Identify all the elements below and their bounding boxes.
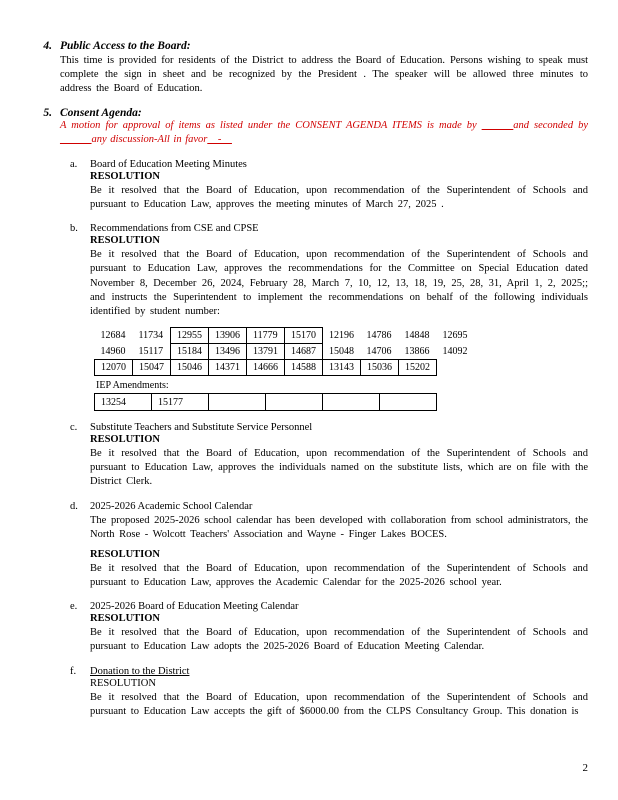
consent-item-f <box>70 666 588 719</box>
section-body <box>60 40 588 97</box>
cell: 15177 <box>152 394 209 411</box>
cell: 14960 <box>100 345 126 357</box>
item-letter: c. <box>70 422 78 434</box>
section-number: 5. <box>43 106 52 119</box>
item-body <box>90 666 588 719</box>
section-title: Consent Agenda: <box>60 106 142 119</box>
item-title: Donation to the District <box>90 665 190 677</box>
cell: 13866 <box>404 345 430 357</box>
item-letter: b. <box>70 223 78 235</box>
cell: 13791 <box>247 344 285 360</box>
cell <box>380 394 437 411</box>
spacer <box>90 542 588 548</box>
student-number-table <box>94 327 475 376</box>
item-body <box>90 159 588 212</box>
item-title: Board of Education Meeting Minutes <box>90 158 247 170</box>
resolution-text: Be it resolved that the Board of Education, upon recommendation of the Superintendent of Schools and pursuant to Education Law, approves the recommendations for the Committee on Special Education dated November 8, December 26, 2024, February 28, March 7, 10, 12, 13, 18, 19, 25, 28, 31, April 1, 2, 2025;; and instructs the Superintendent to implement the recommendations on behalf of the following individuals identified by student number: <box>90 249 588 317</box>
table-row <box>95 328 475 344</box>
cell: 12955 <box>171 328 209 344</box>
cell: 13496 <box>209 344 247 360</box>
section-public-access <box>34 40 588 97</box>
cell: 12070 <box>95 360 133 376</box>
resolution-text: Be it resolved that the Board of Education, upon recommendation of the Superintendent of Schools and pursuant to Education Law, approves the individuals named on the substitute lists, which are on file with the District Clerk. <box>90 448 588 488</box>
item-letter: a. <box>70 158 78 170</box>
cell: 14687 <box>285 344 323 360</box>
item-body <box>90 501 588 591</box>
item-title: Substitute Teachers and Substitute Service Personnel <box>90 422 313 434</box>
cell: 15117 <box>138 345 164 357</box>
section-title: Public Access to the Board: <box>60 40 191 52</box>
cell: 14588 <box>285 360 323 376</box>
item-body <box>90 223 588 411</box>
item-title: 2025-2026 Board of Education Meeting Calendar <box>90 601 299 613</box>
consent-item-d <box>70 501 588 591</box>
motion-text-1: A motion for approval of items as listed under the CONSENT AGENDA ITEMS is made by <box>60 119 482 131</box>
cell: 12196 <box>329 330 354 342</box>
item-body <box>90 601 588 654</box>
resolution-label: RESOLUTION <box>90 548 161 560</box>
item-letter: e. <box>70 601 78 613</box>
item-letter: f. <box>70 665 77 677</box>
consent-item-c <box>70 422 588 490</box>
item-body <box>90 422 588 490</box>
cell: 15036 <box>361 360 399 376</box>
motion-text-3: any discussion-All in favor <box>91 134 208 146</box>
consent-item-e <box>70 601 588 654</box>
section-paragraph: This time is provided for residents of the District to address the Board of Education. Persons wishing to speak must complete the sign in sheet and be recognized by the President . The speaker will be allowed three minutes to address the Board of Education. <box>60 55 588 95</box>
cell: 15184 <box>171 344 209 360</box>
motion-blank-3: __-__ <box>207 134 232 146</box>
cell: 14666 <box>247 360 285 376</box>
resolution-text: Be it resolved that the Board of Education, upon recommendation of the Superintendent of Schools and pursuant to Education Law accepts the gift of $6000.00 from the CLPS Consultancy Group. This donation is <box>90 691 588 717</box>
item-title: 2025-2026 Academic School Calendar <box>90 500 253 512</box>
cell: 12684 <box>100 330 126 342</box>
motion-blank-2: ______ <box>60 134 92 146</box>
motion-statement <box>60 119 588 148</box>
resolution-text: Be it resolved that the Board of Education, upon recommendation of the Superintendent of Schools and pursuant to Education Law, approves the meeting minutes of March 27, 2025 . <box>90 184 588 211</box>
cell: 13254 <box>95 394 152 411</box>
cell: 13143 <box>323 360 361 376</box>
section-number: 4. <box>43 40 52 52</box>
cell: 15202 <box>399 360 437 376</box>
resolution-text: Be it resolved that the Board of Education, upon recommendation of the Superintendent of Schools and pursuant to Education Law, approves the Academic Calendar for the 2025-2026 school year. <box>90 562 588 589</box>
table-row <box>95 360 475 376</box>
cell: 14092 <box>442 346 468 358</box>
cell: 11779 <box>247 328 285 344</box>
cell: 15046 <box>171 360 209 376</box>
cell: 13906 <box>209 328 247 344</box>
cell: 14786 <box>366 330 392 342</box>
resolution-label: RESOLUTION <box>90 677 156 689</box>
resolution-text: Be it resolved that the Board of Education, upon recommendation of the Superintendent of Schools and pursuant to Education Law adopts the 2025-2026 Board of Education Meeting Calendar. <box>90 627 588 653</box>
section-consent-agenda <box>34 107 588 148</box>
section-body <box>60 107 588 148</box>
cell: 15170 <box>285 328 323 344</box>
cell <box>266 394 323 411</box>
cell: 14848 <box>404 330 430 342</box>
cell: 11734 <box>138 330 164 342</box>
consent-item-b <box>70 223 588 411</box>
cell: 15047 <box>133 360 171 376</box>
page-number: 2 <box>582 762 588 774</box>
item-letter: d. <box>70 500 78 512</box>
table-row <box>95 344 475 360</box>
item-intro: The proposed 2025-2026 school calendar has been developed with collaboration from school administrators, the North Rose - Wolcott Teachers' Association and Wayne - Finger Lakes BOCES. <box>90 514 588 540</box>
cell <box>209 394 266 411</box>
consent-item-a <box>70 159 588 212</box>
resolution-label: RESOLUTION <box>90 613 161 625</box>
cell: 14706 <box>366 345 392 357</box>
motion-blank-1: ______ <box>481 119 514 131</box>
iep-amendments-label: IEP Amendments: <box>96 380 169 392</box>
resolution-label: RESOLUTION <box>90 235 161 247</box>
cell: 14371 <box>209 360 247 376</box>
cell <box>323 394 380 411</box>
motion-text-2: and seconded by <box>513 119 589 131</box>
iep-amendments-table <box>94 393 437 411</box>
cell: 15048 <box>329 345 354 357</box>
cell: 12695 <box>442 330 468 342</box>
item-title: Recommendations from CSE and CPSE <box>90 223 259 235</box>
table-row <box>95 394 437 411</box>
resolution-label: RESOLUTION <box>90 434 161 446</box>
resolution-label: RESOLUTION <box>90 170 161 182</box>
